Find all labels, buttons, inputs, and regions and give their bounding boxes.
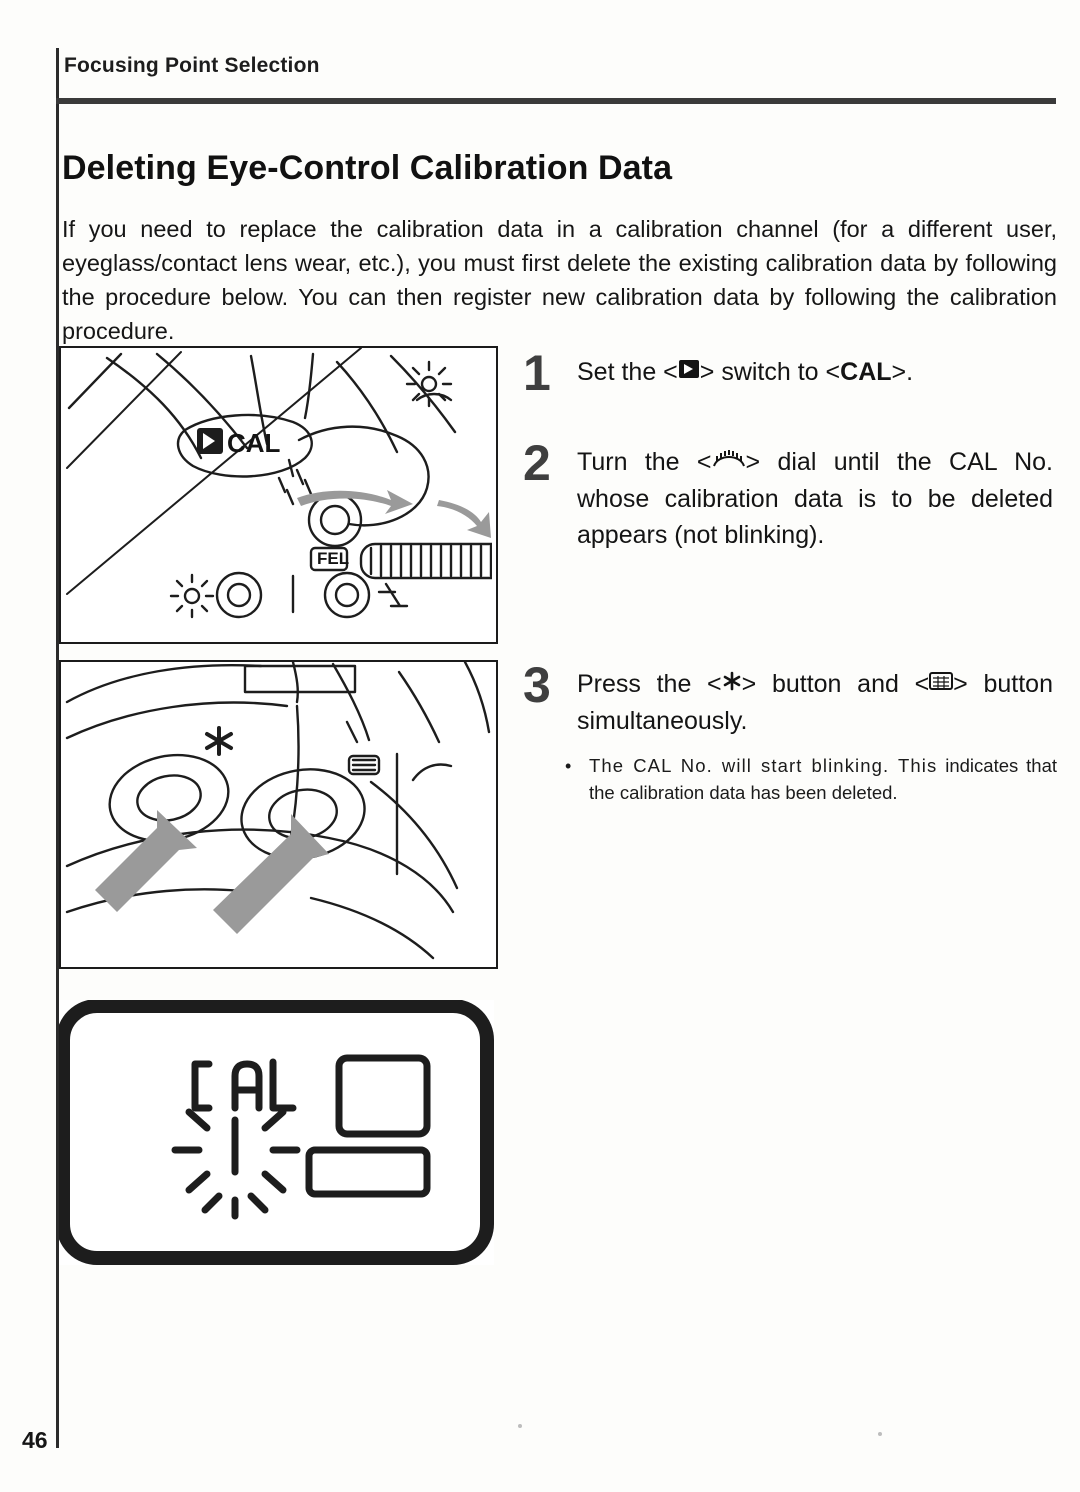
main-dial-icon: [712, 443, 746, 479]
step-1-text-after: >.: [891, 358, 914, 386]
step-2-number: 2: [523, 435, 551, 491]
ae-lock-asterisk-icon: [722, 665, 742, 701]
focusing-point-selector-icon: [929, 665, 953, 701]
intro-paragraph: If you need to replace the calibration data in a calibration channel (for a different user, eyeglass/contact lens wear, etc.), you must first delete the existing calibration data by following the procedure below. You can then register new calibration data by following the calibration procedure.: [62, 215, 1057, 344]
step-1-text: [577, 354, 1053, 391]
ae-lock-asterisk-icon: [207, 728, 231, 754]
figure-lcd-panel: [59, 1000, 494, 1265]
step-3-text: [577, 666, 1053, 739]
step-3-number: 3: [523, 657, 551, 713]
step-2-text: [577, 444, 1053, 553]
step-3-text-after: > button simultaneously.: [577, 670, 1053, 736]
fel-label: FEL: [317, 549, 350, 568]
step-1-cal-label: CAL: [840, 358, 892, 386]
svg-text:CAL: CAL: [227, 428, 281, 458]
note-bullet: [565, 752, 1057, 806]
step-1-text-mid: > switch to <: [699, 358, 841, 386]
page-number: 46: [22, 1427, 48, 1453]
eye-control-switch-icon: [678, 353, 700, 389]
bullet-dot: •: [565, 756, 572, 776]
step-2-text-after: > dial until the CAL No. whose calibration data is to be deleted appears (not blinking).: [577, 448, 1053, 550]
page-title: Deleting Eye-Control Calibration Data: [62, 148, 673, 187]
camera-rear-buttons-illustration: [61, 662, 492, 963]
step-2: [523, 435, 1053, 553]
step-1: [523, 345, 1053, 401]
running-head: Focusing Point Selection: [64, 54, 320, 77]
step-3-text-mid: > button and <: [741, 670, 930, 698]
header-divider: [56, 98, 1056, 104]
cal-switch-label: [197, 428, 281, 458]
step-1-number: 1: [523, 345, 551, 401]
footer-dot-left: [518, 1424, 522, 1428]
note-rest: indicates that the calibration data has been deleted.: [589, 755, 1058, 803]
step-1-text-before: Set the <: [577, 358, 678, 386]
camera-top-dial-illustration: [61, 348, 492, 638]
lcd-panel-cal-blinking-illustration: [59, 1000, 494, 1265]
figure-camera-rear-buttons: [59, 660, 498, 969]
step-3-text-before: Press the <: [577, 670, 722, 698]
note-text: [589, 752, 1057, 806]
note-lead: The CAL No. will start blinking. This: [589, 755, 938, 776]
step-3: [523, 657, 1053, 739]
step-2-text-before: Turn the <: [577, 448, 712, 476]
press-direction-arrows: [95, 810, 329, 934]
figure-camera-top-dial: [59, 346, 498, 644]
footer-dot-right: [878, 1432, 882, 1436]
